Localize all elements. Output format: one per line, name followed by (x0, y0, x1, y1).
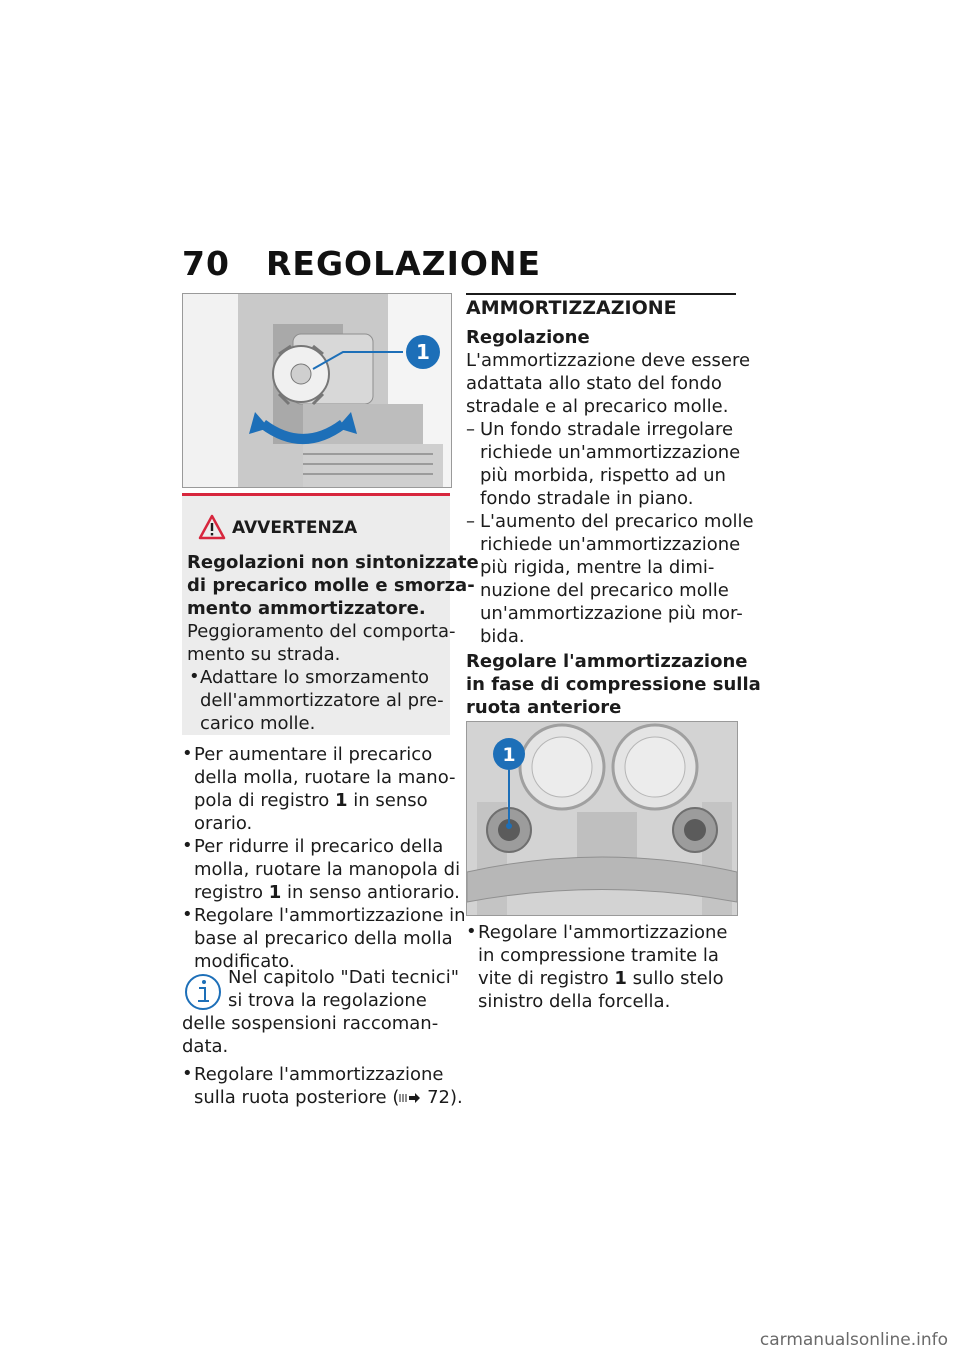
left-bullet-line: Per aumentare il precarico (194, 744, 433, 765)
warning-title: AVVERTENZA (232, 518, 358, 538)
warning-bold-line: mento ammortizzatore. (187, 598, 426, 619)
info-line: delle sospensioni raccoman- (182, 1013, 439, 1034)
section-title: REGOLAZIONE (266, 244, 542, 283)
subheading2-line: Regolare l'ammortizzazione (466, 651, 748, 672)
warning-text-line: mento su strada. (187, 644, 341, 665)
left-bullet-line: Regolare l'ammortizzazione (194, 1064, 444, 1085)
right-bullet-line: vite di registro 1 sullo stelo (478, 968, 724, 989)
intro-line: L'ammortizzazione deve essere (466, 350, 751, 371)
info-line: data. (182, 1036, 229, 1057)
left-bullet-line: molla, ruotare la manopola di (194, 859, 461, 880)
warning-triangle-icon (198, 514, 226, 540)
left-bullet-line: pola di registro 1 in senso (194, 790, 428, 811)
dash-item-line: richiede un'ammortizzazione (480, 534, 741, 555)
right-bullet-line: sinistro della forcella. (478, 991, 671, 1012)
dash-item-line: L'aumento del precarico molle (480, 511, 754, 532)
fork-adjuster-figure (466, 721, 738, 916)
info-icon (183, 972, 223, 1012)
bullet-dot: • (182, 904, 193, 925)
section-heading: AMMORTIZZAZIONE (466, 297, 677, 319)
right-bullet-line: Regolare l'ammortizzazione (478, 922, 728, 943)
left-bullet-line: orario. (194, 813, 253, 834)
watermark: carmanualsonline.info (759, 1330, 948, 1350)
cross-reference[interactable]: sulla ruota posteriore ( 72). (194, 1087, 463, 1108)
dash-mark: – (466, 511, 475, 532)
ref-number: 1 (335, 790, 348, 811)
dash-item-line: richiede un'ammortizzazione (480, 442, 741, 463)
warning-bold-line: Regolazioni non sintonizzate (187, 552, 479, 573)
page-ref-arrow-icon (399, 1091, 421, 1105)
bullet-dot: • (182, 743, 193, 764)
dash-item-line: fondo stradale in piano. (480, 488, 694, 509)
warning-bar (182, 493, 450, 496)
fork-adjuster-illustration (467, 722, 737, 915)
dash-item-line: Un fondo stradale irregolare (480, 419, 734, 440)
left-bullet-line: Per ridurre il precarico della (194, 836, 444, 857)
warning-text-line: Peggioramento del comporta- (187, 621, 456, 642)
left-bullet-line: registro 1 in senso antiorario. (194, 882, 460, 903)
dash-item-line: più rigida, mentre la dimi- (480, 557, 715, 578)
dash-item-line: bida. (480, 626, 525, 647)
warning-bullet-line: carico molle. (200, 713, 316, 734)
dash-item-line: nuzione del precarico molle (480, 580, 729, 601)
dash-item-line: un'ammortizzazione più mor- (480, 603, 743, 624)
section-rule (466, 293, 736, 295)
bullet-dot: • (182, 1063, 193, 1084)
bullet-dot: • (189, 666, 200, 687)
shock-adjuster-illustration (183, 294, 451, 487)
subheading2-line: ruota anteriore (466, 697, 622, 718)
bullet-dot: • (466, 921, 477, 942)
shock-adjuster-figure (182, 293, 452, 488)
ref-number: 1 (268, 882, 282, 903)
page-number: 70 (182, 244, 230, 283)
dash-mark: – (466, 419, 475, 440)
left-bullet-line: della molla, ruotare la mano- (194, 767, 456, 788)
subheading: Regolazione (466, 327, 590, 348)
info-line: si trova la regolazione (228, 990, 427, 1011)
dash-item-line: più morbida, rispetto ad un (480, 465, 726, 486)
left-bullet-line: base al precarico della molla (194, 928, 453, 949)
right-bullet-line: in compressione tramite la (478, 945, 719, 966)
left-bullet-line: modificato. (194, 951, 295, 972)
warning-bullet-line: Adattare lo smorzamento (200, 667, 430, 688)
page-header (182, 244, 541, 283)
subheading2-line: in fase di compressione sulla (466, 674, 761, 695)
bullet-dot: • (182, 835, 193, 856)
figure2-callout: 1 (502, 744, 516, 766)
intro-line: adattata allo stato del fondo (466, 373, 722, 394)
warning-bold-line: di precarico molle e smorza- (187, 575, 475, 596)
info-line: Nel capitolo "Dati tecnici" (228, 967, 459, 988)
figure1-callout: 1 (416, 340, 430, 364)
left-bullet-line: Regolare l'ammortizzazione in (194, 905, 466, 926)
intro-line: stradale e al precarico molle. (466, 396, 729, 417)
ref-number: 1 (614, 968, 627, 989)
warning-bullet-line: dell'ammortizzatore al pre- (200, 690, 444, 711)
